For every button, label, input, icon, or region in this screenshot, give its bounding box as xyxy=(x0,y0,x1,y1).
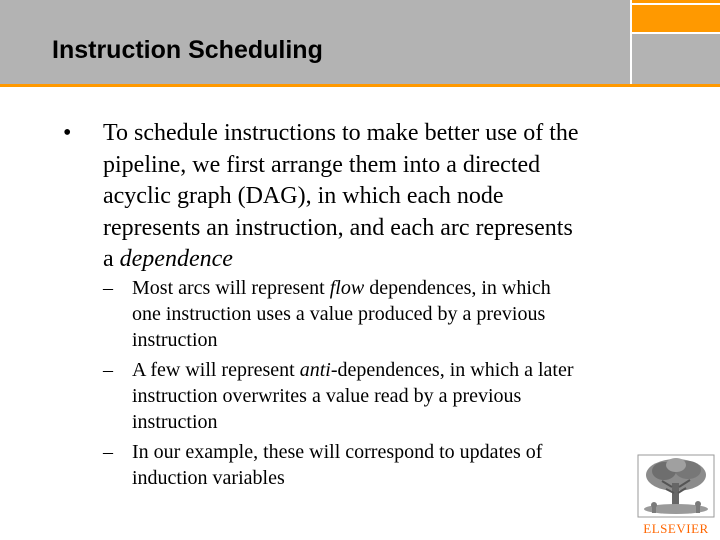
text-run: To schedule instructions to make better use of the xyxy=(103,120,579,146)
elsevier-logo xyxy=(636,453,716,537)
sub-bullet-line xyxy=(132,465,542,491)
text-run: instruction overwrites a value read by a previous xyxy=(132,385,522,407)
text-run: Most arcs will represent xyxy=(132,277,330,299)
sub-bullet-text xyxy=(132,439,542,491)
main-bullet-text xyxy=(103,118,683,276)
sub-bullet-marker: – xyxy=(103,277,113,299)
main-bullet-line xyxy=(103,181,683,213)
accent-divider-line xyxy=(0,84,720,87)
sub-bullet-marker: – xyxy=(103,359,113,381)
text-run: dependences, in which xyxy=(364,277,551,299)
logo-wordmark: ELSEVIER xyxy=(643,521,709,536)
text-run: instruction xyxy=(132,329,218,351)
sub-bullet-text xyxy=(132,275,551,353)
sub-bullet-line xyxy=(132,383,574,409)
sub-bullet-line xyxy=(132,439,542,465)
sub-bullet-line xyxy=(132,327,551,353)
sub-bullet-line xyxy=(132,409,574,435)
slide-title: Instruction Scheduling xyxy=(52,36,323,64)
emphasis-text: anti xyxy=(299,359,331,381)
main-bullet-line xyxy=(103,118,683,150)
tree-emblem-icon xyxy=(636,453,716,519)
text-run: In our example, these will correspond to updates of xyxy=(132,441,543,463)
main-bullet-line xyxy=(103,213,683,245)
sub-bullet-line xyxy=(132,275,551,301)
text-run: pipeline, we first arrange them into a directed xyxy=(103,151,541,178)
sub-bullet-text xyxy=(132,357,574,435)
text-run: a xyxy=(103,246,120,272)
text-run: instruction xyxy=(132,411,218,433)
sub-bullet-marker: – xyxy=(103,441,113,463)
sub-bullet-line xyxy=(132,357,574,383)
text-run: induction variables xyxy=(132,467,285,489)
sub-bullet-line xyxy=(132,301,551,327)
text-run: represents an instruction, and each arc represents xyxy=(103,214,573,241)
emphasis-text: dependence xyxy=(119,246,233,272)
main-bullet-line xyxy=(103,150,683,182)
text-run: A few will represent xyxy=(132,359,300,381)
accent-square xyxy=(632,5,720,32)
accent-gray-strip xyxy=(632,34,720,84)
main-bullet-line xyxy=(103,244,683,276)
text-run: -dependences, in which a later xyxy=(330,359,574,381)
text-run: one instruction uses a value produced by a previous xyxy=(132,303,546,325)
accent-top-bar xyxy=(632,0,720,3)
text-run: acyclic graph (DAG), in which each node xyxy=(103,183,504,209)
emphasis-text: flow xyxy=(329,277,365,299)
bullet-marker: • xyxy=(63,120,72,146)
